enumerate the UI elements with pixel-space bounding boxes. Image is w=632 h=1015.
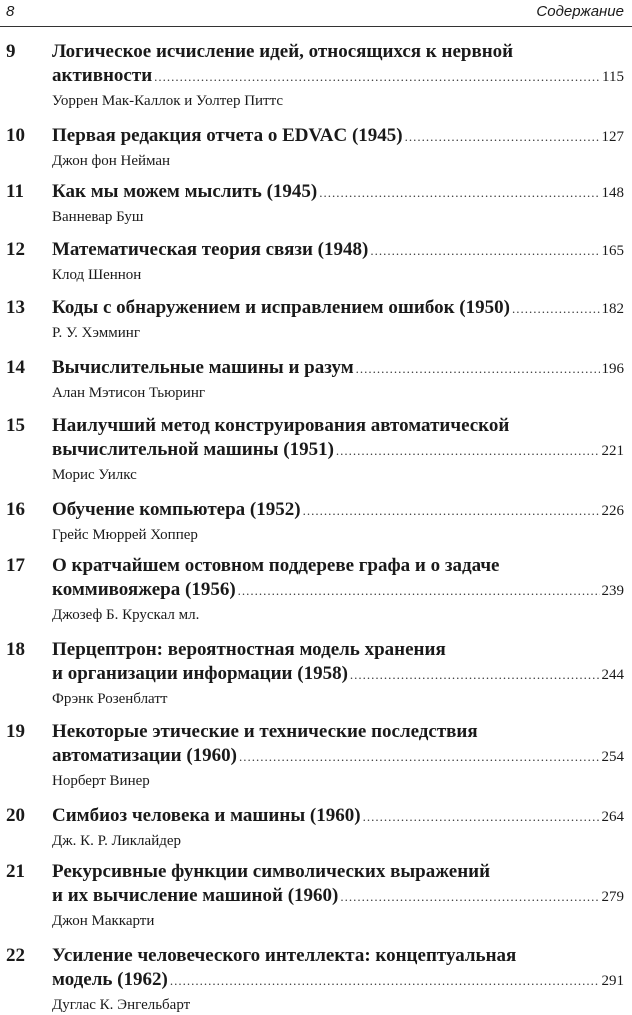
chapter-title-text: Первая редакция отчета о EDVAC (1945) <box>52 125 403 146</box>
toc-entry[interactable] <box>0 804 632 851</box>
entry-body <box>52 554 624 625</box>
chapter-number: 16 <box>6 499 25 520</box>
chapter-title-line <box>52 638 624 662</box>
chapter-title-line <box>52 414 624 438</box>
chapter-title-line <box>52 356 624 381</box>
chapter-title-text: О кратчайшем остовном поддереве графа и о задаче <box>52 555 500 576</box>
chapter-number: 12 <box>6 239 25 260</box>
toc-entry[interactable] <box>0 638 632 709</box>
chapter-author: Алан Мэтисон Тьюринг <box>52 385 206 401</box>
chapter-author: Джон Маккарти <box>52 913 155 929</box>
chapter-number: 11 <box>6 181 24 202</box>
chapter-author: Уоррен Мак-Каллок и Уолтер Питтс <box>52 93 284 109</box>
chapter-author: Р. У. Хэмминг <box>52 325 140 341</box>
entry-body <box>52 638 624 709</box>
chapter-author: Ванневар Буш <box>52 209 144 225</box>
chapter-title-line <box>52 64 624 89</box>
entry-body <box>52 180 624 227</box>
leader-dots <box>356 357 600 381</box>
leader-dots <box>340 885 599 909</box>
chapter-author: Дуглас К. Энгельбарт <box>52 997 191 1013</box>
chapter-title-text: Рекурсивные функции символических выражений <box>52 861 491 882</box>
chapter-title-text: Симбиоз человека и машины (1960) <box>52 805 361 826</box>
page-reference: 291 <box>601 973 624 989</box>
chapter-title-text: Усиление человеческого интеллекта: концептуальная <box>52 945 517 966</box>
leader-dots <box>405 125 600 149</box>
chapter-title-text: коммивояжера (1956) <box>52 579 236 600</box>
chapter-title-text: и организации информации (1958) <box>52 663 348 684</box>
chapter-number: 14 <box>6 357 25 378</box>
chapter-number: 19 <box>6 721 25 742</box>
chapter-number: 9 <box>6 41 16 62</box>
entry-body <box>52 804 624 851</box>
chapter-title-text: Вычислительные машины и разум <box>52 357 354 378</box>
leader-dots <box>319 181 599 205</box>
page-reference: 221 <box>601 443 624 459</box>
chapter-title-line <box>52 578 624 603</box>
entry-body <box>52 498 624 545</box>
page-reference: 244 <box>601 667 624 683</box>
chapter-author: Клод Шеннон <box>52 267 142 283</box>
chapter-title-line <box>52 720 624 744</box>
chapter-title-line <box>52 944 624 968</box>
page-reference: 148 <box>601 185 624 201</box>
entry-body <box>52 414 624 485</box>
chapter-author: Фрэнк Розенблатт <box>52 691 168 707</box>
toc-entry[interactable] <box>0 238 632 285</box>
chapter-author: Джон фон Нейман <box>52 153 171 169</box>
toc-entry[interactable] <box>0 860 632 931</box>
chapter-number: 22 <box>6 945 25 966</box>
chapter-title-text: Обучение компьютера (1952) <box>52 499 301 520</box>
toc-entry[interactable] <box>0 124 632 171</box>
chapter-number: 21 <box>6 861 25 882</box>
entry-body <box>52 356 624 403</box>
chapter-title-text: Логическое исчисление идей, относящихся к нервной <box>52 41 514 62</box>
entry-body <box>52 238 624 285</box>
leader-dots <box>370 239 599 263</box>
entry-body <box>52 860 624 931</box>
page-reference: 196 <box>601 361 624 377</box>
header-rule <box>0 26 632 27</box>
leader-dots <box>303 499 600 523</box>
chapter-number: 13 <box>6 297 25 318</box>
chapter-number: 17 <box>6 555 25 576</box>
chapter-title-line <box>52 662 624 687</box>
leader-dots <box>512 297 600 321</box>
leader-dots <box>154 65 600 89</box>
chapter-title-line <box>52 40 624 64</box>
page-reference: 279 <box>601 889 624 905</box>
page-reference: 127 <box>601 129 624 145</box>
chapter-number: 20 <box>6 805 25 826</box>
chapter-title-line <box>52 180 624 205</box>
chapter-title-text: Перцептрон: вероятностная модель хранения <box>52 639 446 660</box>
chapter-author: Норберт Винер <box>52 773 150 789</box>
chapter-title-line <box>52 438 624 463</box>
chapter-title-line <box>52 498 624 523</box>
chapter-title-text: и их вычисление машиной (1960) <box>52 885 339 906</box>
page-reference: 226 <box>601 503 624 519</box>
chapter-title-text: вычислительной машины (1951) <box>52 439 334 460</box>
page-reference: 254 <box>601 749 624 765</box>
chapter-author: Морис Уилкс <box>52 467 137 483</box>
chapter-title-line <box>52 860 624 884</box>
chapter-title-text: активности <box>52 65 153 86</box>
page-reference: 264 <box>601 809 624 825</box>
leader-dots <box>238 579 600 603</box>
chapter-title-line <box>52 804 624 829</box>
chapter-title-text: Некоторые этические и технические последствия <box>52 721 478 742</box>
toc-entry[interactable] <box>0 296 632 343</box>
page-reference: 239 <box>601 583 624 599</box>
chapter-title-line <box>52 554 624 578</box>
chapter-title-line <box>52 968 624 993</box>
chapter-title-line <box>52 238 624 263</box>
toc-entry[interactable] <box>0 414 632 485</box>
toc-entry[interactable] <box>0 498 632 545</box>
chapter-title-text: автоматизации (1960) <box>52 745 237 766</box>
page-reference: 165 <box>601 243 624 259</box>
toc-entry[interactable] <box>0 356 632 403</box>
leader-dots <box>239 745 600 769</box>
chapter-author: Джозеф Б. Крускал мл. <box>52 607 200 623</box>
leader-dots <box>350 663 600 687</box>
chapter-author: Грейс Мюррей Хоппер <box>52 527 198 543</box>
toc-entry[interactable] <box>0 554 632 625</box>
toc-entry[interactable] <box>0 720 632 791</box>
chapter-title-line <box>52 744 624 769</box>
section-title: Содержание <box>536 3 624 20</box>
entry-body <box>52 124 624 171</box>
toc-entry[interactable] <box>0 40 632 111</box>
toc-entry[interactable] <box>0 180 632 227</box>
entry-body <box>52 720 624 791</box>
chapter-title-text: Как мы можем мыслить (1945) <box>52 181 318 202</box>
chapter-title-text: Коды с обнаружением и исправлением ошибок (1950) <box>52 297 510 318</box>
chapter-title-text: Наилучший метод конструирования автоматической <box>52 415 510 436</box>
chapter-title-line <box>52 296 624 321</box>
chapter-number: 15 <box>6 415 25 436</box>
page-reference: 115 <box>602 69 624 85</box>
chapter-title-line <box>52 884 624 909</box>
toc-entry[interactable] <box>0 944 632 1015</box>
page-reference: 182 <box>601 301 624 317</box>
chapter-title-text: Математическая теория связи (1948) <box>52 239 369 260</box>
page-header <box>0 0 632 28</box>
chapter-title-text: модель (1962) <box>52 969 168 990</box>
entry-body <box>52 944 624 1015</box>
entry-body <box>52 296 624 343</box>
chapter-author: Дж. К. Р. Ликлайдер <box>52 833 182 849</box>
page-number: 8 <box>6 3 15 20</box>
chapter-number: 10 <box>6 125 25 146</box>
leader-dots <box>363 805 600 829</box>
entry-body <box>52 40 624 111</box>
chapter-number: 18 <box>6 639 25 660</box>
leader-dots <box>336 439 600 463</box>
chapter-title-line <box>52 124 624 149</box>
leader-dots <box>170 969 600 993</box>
